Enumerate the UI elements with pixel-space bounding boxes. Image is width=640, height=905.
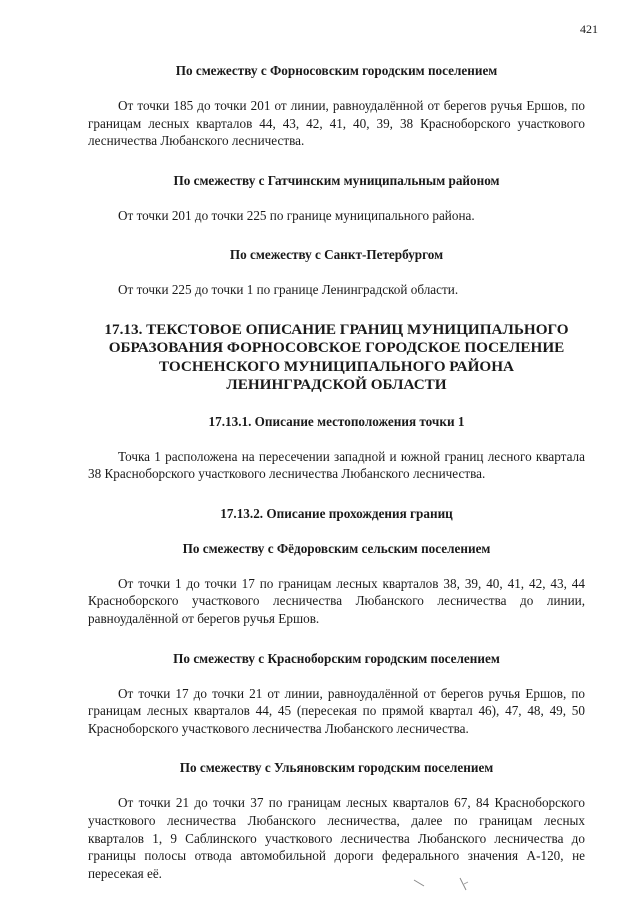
page-number: 421 [580,22,598,36]
chapter-title-line-2: ОБРАЗОВАНИЯ ФОРНОСОВСКОЕ ГОРОДСКОЕ ПОСЕЛЕНИЕ [108,339,565,357]
section-text-gatchina: От точки 201 до точки 225 по границе муниципального района. [118,207,475,223]
section-text-ulyanovka: От точки 21 до точки 37 по границам лесных кварталов 67, 84 Красноборского участкового лесничества Любанского лесничества, далее по границам лесных кварталов 1, 9 Саблинского участкового лесничества Любанского лесничества до границы полосы отвода автомобильной дороги федерального значения А-120, не пересекая её. [88,795,585,881]
section-text-krasnobor: От точки 17 до точки 21 от линии, равноудалённой от берегов ручья Ершов, по границам лесных кварталов 44, 45 (пересекая по прямой квартал 46), 47, 48, 49, 50 Красноборского участкового лесничества Любанского лесничества. [88,685,585,736]
chapter-title-line-1: 17.13. ТЕКСТОВОЕ ОПИСАНИЕ ГРАНИЦ МУНИЦИПАЛЬНОГО [104,320,569,338]
subsection-text-point-1: Точка 1 расположена на пересечении западной и южной границ лесного квартала 38 Красноборского участкового лесничества Любанского лесничества. [88,448,585,482]
scan-artifact-marks [408,876,478,896]
section-heading-gatchina: По смежеству с Гатчинским муниципальным районом [173,172,500,188]
section-heading-spb: По смежеству с Санкт-Петербургом [229,247,444,263]
chapter-title [88,321,585,395]
chapter-title-line-4: ЛЕНИНГРАДСКОЙ ОБЛАСТИ [226,376,447,394]
document-body [88,62,585,882]
section-heading-krasnobor: По смежеству с Красноборским городским поселением [173,650,500,666]
section-text-fornosovo: От точки 185 до точки 201 от линии, равноудалённой от берегов ручья Ершов, по границам лесных кварталов 44, 43, 42, 41, 40, 39, 38 Красноборского участкового лесничества Любанского лесничества. [88,98,585,149]
section-heading-fedorovskoe: По смежеству с Фёдоровским сельским поселением [182,540,491,556]
section-heading-ulyanovka: По смежеству с Ульяновским городским поселением [179,760,494,776]
section-text-spb: От точки 225 до точки 1 по границе Ленинградской области. [118,282,459,298]
subsection-heading-borders: 17.13.2. Описание прохождения границ [220,505,453,521]
section-text-fedorovskoe: От точки 1 до точки 17 по границам лесных кварталов 38, 39, 40, 41, 42, 43, 44 Красноборского участкового лесничества Любанского лесничества до линии, равноудалённой от берегов ручья Ершов. [88,575,585,626]
section-heading-fornosovo: По смежеству с Форносовским городским поселением [175,63,498,78]
subsection-heading-point-1: 17.13.1. Описание местоположения точки 1 [208,413,465,429]
chapter-title-line-3: ТОСНЕНСКОГО МУНИЦИПАЛЬНОГО РАЙОНА [158,357,515,375]
